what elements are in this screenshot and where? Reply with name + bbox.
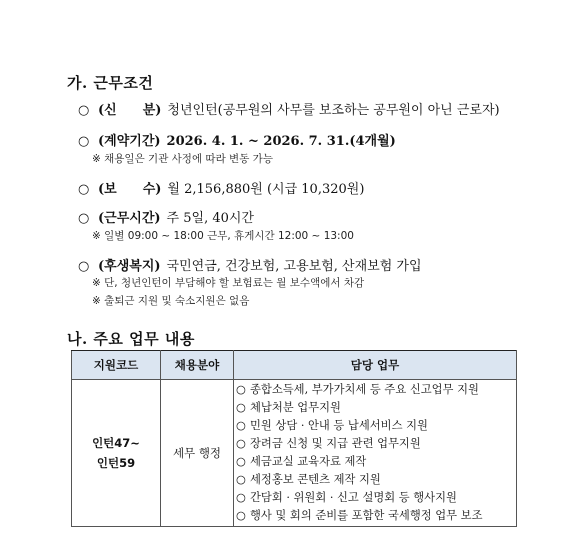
circle-bullet-icon: ○ <box>236 455 246 468</box>
support-code-line: 인턴59 <box>96 456 136 470</box>
header-field: 채용분야 <box>161 351 234 380</box>
circle-bullet-icon: ○ <box>236 419 246 432</box>
circle-bullet-icon: ○ <box>236 437 246 450</box>
list-item <box>236 507 516 525</box>
circle-bullet-icon: ○ <box>236 509 246 522</box>
list-item <box>236 381 516 399</box>
section-b-title: 나. 주요 업무 내용 <box>67 330 195 348</box>
condition-value: 국민연금, 건강보험, 고용보험, 산재보험 가입 <box>166 259 422 274</box>
condition-note: ※ 일별 09:00 ~ 18:00 근무, 휴게시간 12:00 ~ 13:00 <box>92 230 354 242</box>
header-duties: 담당 업무 <box>234 351 517 380</box>
condition-note: ※ 단, 청년인턴이 부담해야 할 보험료는 월 보수액에서 차감 <box>92 277 365 289</box>
list-item <box>236 417 516 435</box>
bullet-icon: ○ <box>78 259 90 274</box>
list-item <box>236 453 516 471</box>
duty-text: 간담회 · 위원회 · 신고 설명회 등 행사지원 <box>250 491 457 504</box>
duty-list <box>234 380 517 527</box>
duty-text: 민원 상담 · 안내 등 납세서비스 지원 <box>250 419 428 432</box>
condition-note: ※ 출퇴근 지원 및 숙소지원은 없음 <box>92 295 250 307</box>
bullet-icon: ○ <box>78 134 90 149</box>
condition-welfare <box>78 255 422 274</box>
recruit-field: 세무 행정 <box>161 380 234 527</box>
duty-text: 세정홍보 콘텐츠 제작 지원 <box>250 473 381 486</box>
condition-value: 2026. 4. 1. ~ 2026. 7. 31.(4개월) <box>166 134 396 149</box>
condition-label: (보 수) <box>98 182 162 197</box>
list-item <box>236 435 516 453</box>
circle-bullet-icon: ○ <box>236 401 246 414</box>
list-item <box>236 399 516 417</box>
support-code-line: 인턴47~ <box>92 436 140 450</box>
condition-note: ※ 채용일은 기관 사정에 따라 변동 가능 <box>92 153 273 165</box>
condition-value: 청년인턴(공무원의 사무를 보조하는 공무원이 아닌 근로자) <box>167 103 500 118</box>
bullet-icon: ○ <box>78 182 90 197</box>
condition-label: (근무시간) <box>98 211 161 226</box>
circle-bullet-icon: ○ <box>236 383 246 396</box>
list-item <box>236 489 516 507</box>
condition-value: 월 2,156,880원 (시급 10,320원) <box>167 182 365 197</box>
circle-bullet-icon: ○ <box>236 491 246 504</box>
header-code: 지원코드 <box>72 351 161 380</box>
duty-text: 행사 및 회의 준비를 포함한 국세행정 업무 보조 <box>250 509 483 522</box>
table-header-row <box>72 351 517 380</box>
condition-label: (계약기간) <box>98 134 161 149</box>
condition-contract-period <box>78 130 396 149</box>
condition-value: 주 5일, 40시간 <box>166 211 254 226</box>
condition-label: (후생복지) <box>98 259 161 274</box>
list-item <box>236 471 516 489</box>
condition-label: (신 분) <box>98 103 162 118</box>
support-code <box>72 380 161 527</box>
duty-text: 세금교실 교육자료 제작 <box>250 455 367 468</box>
duty-text: 종합소득세, 부가가치세 등 주요 신고업무 지원 <box>250 383 479 396</box>
condition-working-hours <box>78 207 254 226</box>
duty-table <box>71 350 517 527</box>
section-a-title: 가. 근무조건 <box>67 74 154 92</box>
condition-salary <box>78 178 364 197</box>
bullet-icon: ○ <box>78 103 90 118</box>
duty-text: 장려금 신청 및 지급 관련 업무지원 <box>250 437 421 450</box>
circle-bullet-icon: ○ <box>236 473 246 486</box>
condition-status <box>78 99 500 118</box>
bullet-icon: ○ <box>78 211 90 226</box>
duty-text: 체납처분 업무지원 <box>250 401 341 414</box>
table-row <box>72 380 517 527</box>
